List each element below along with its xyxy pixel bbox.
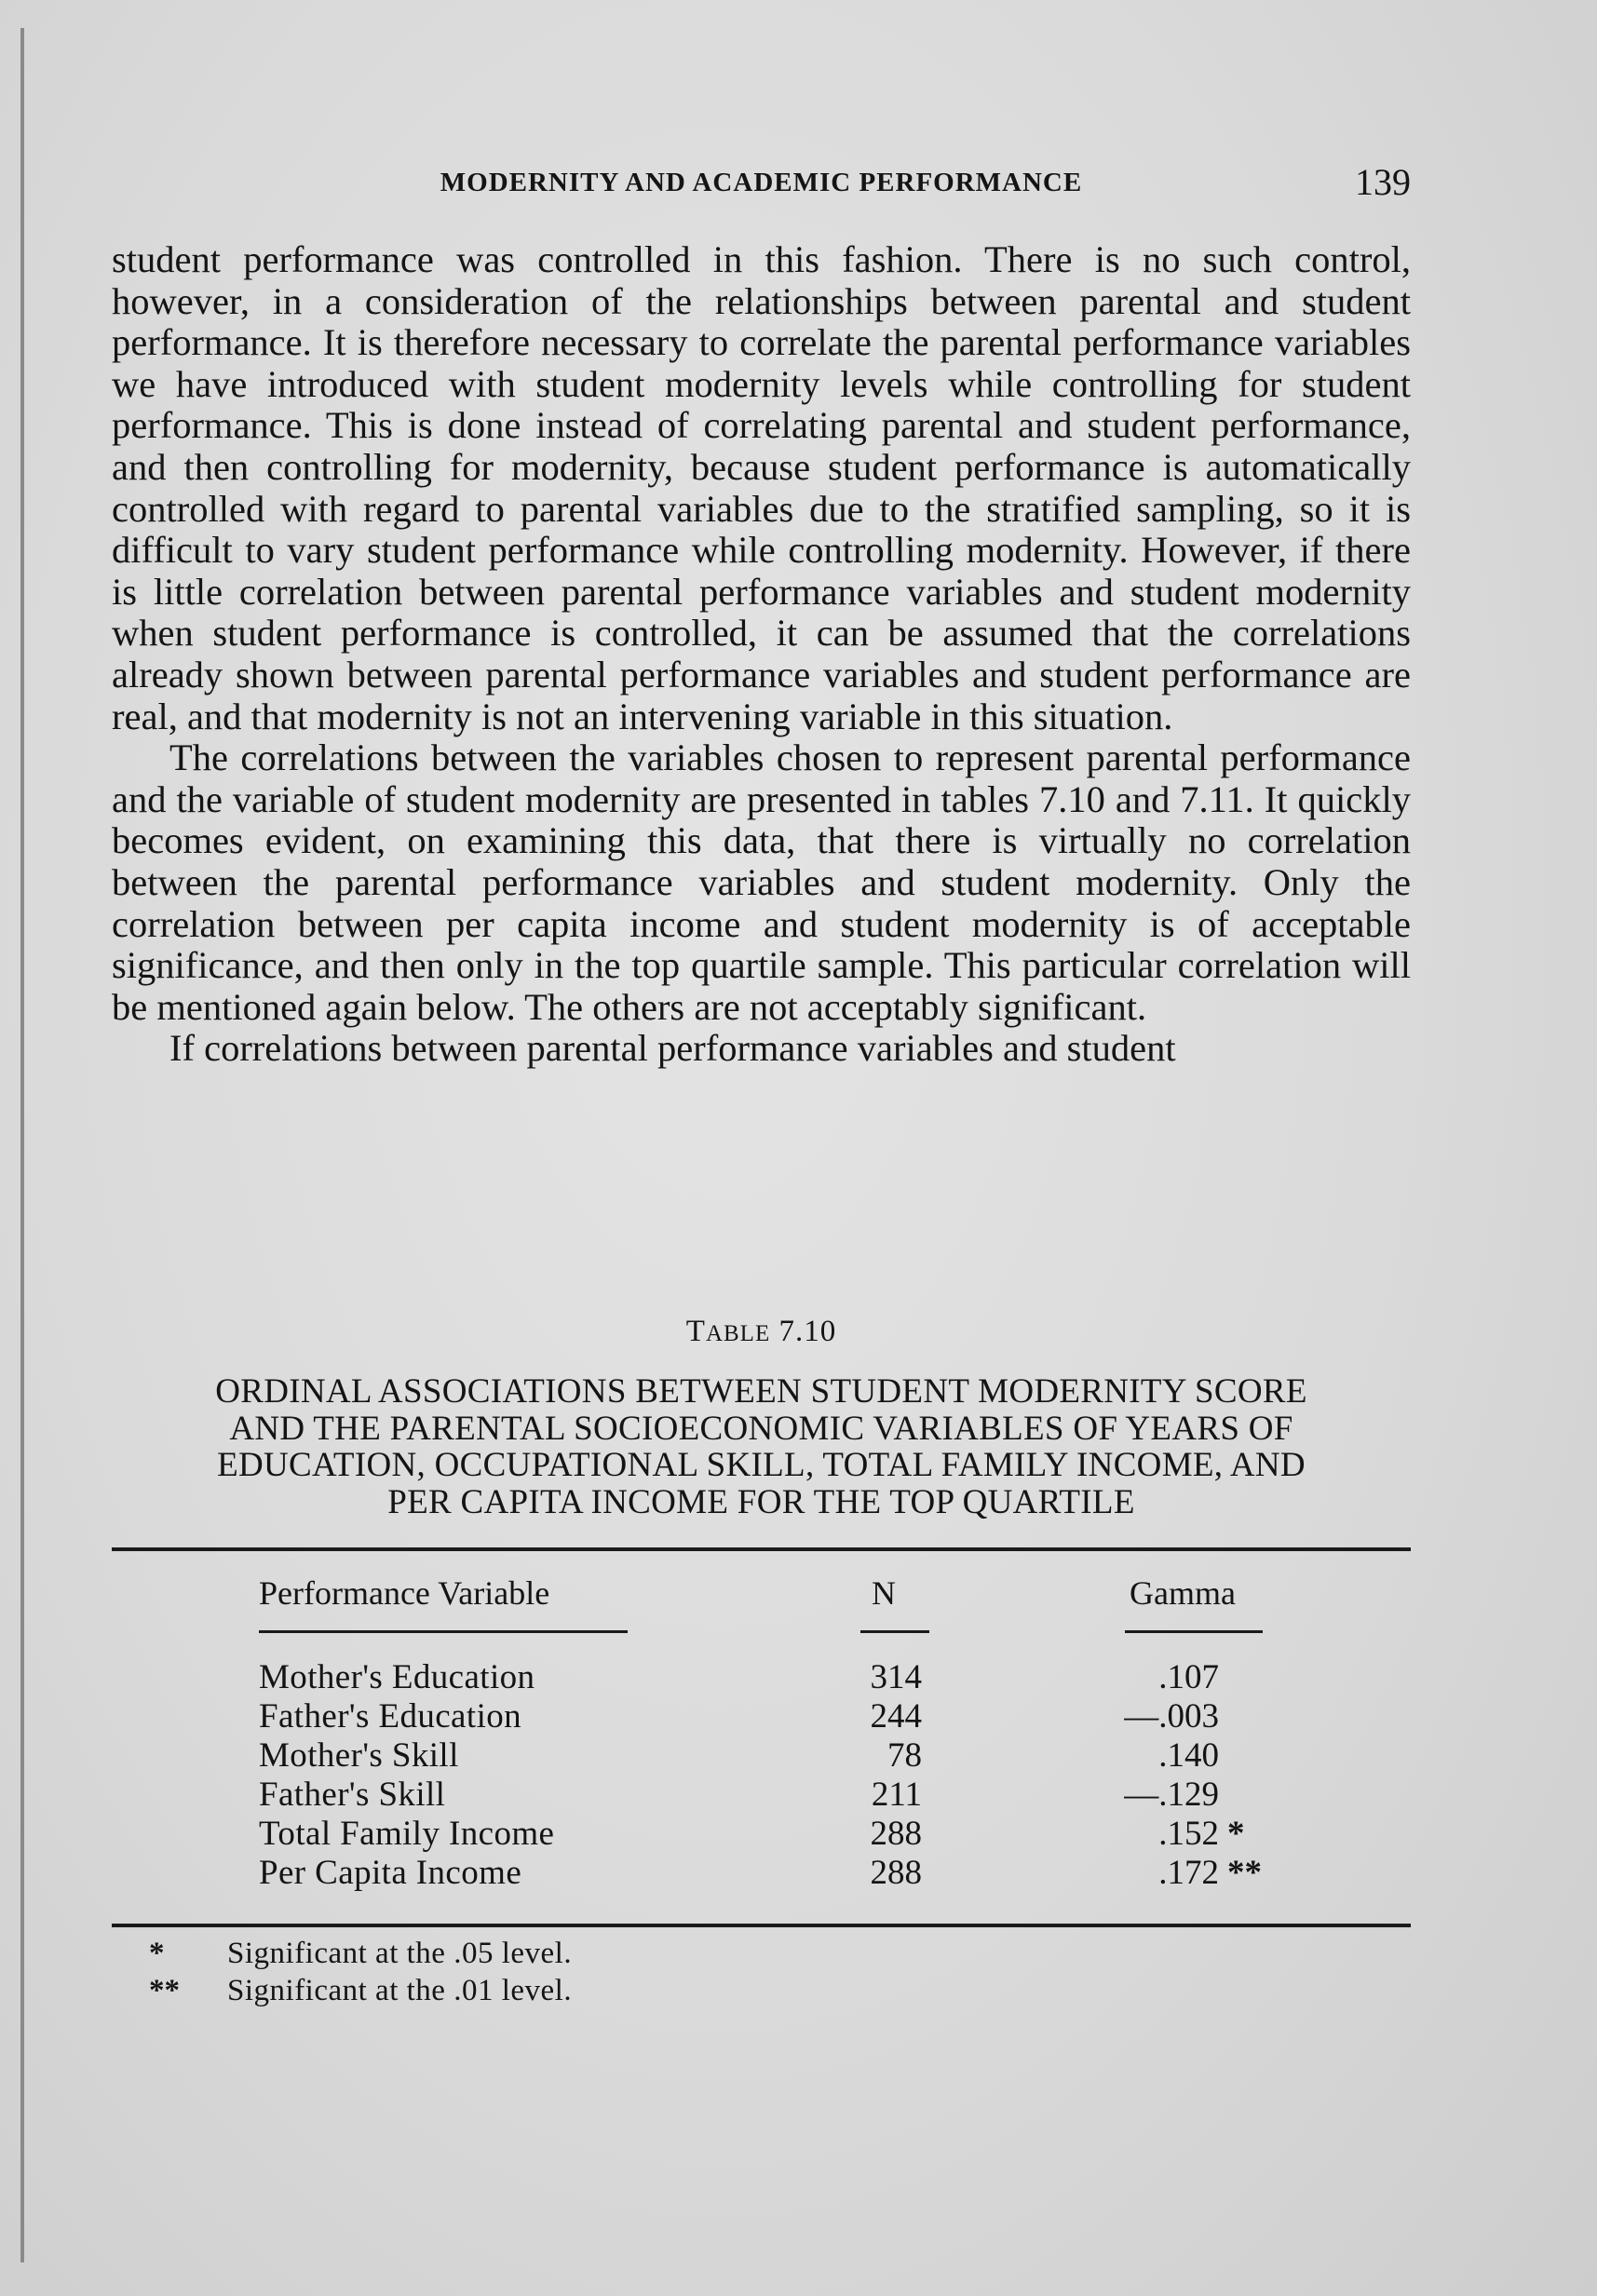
paragraph-3: If correlations between parental performance variables and student	[169, 1027, 1176, 1070]
row-n: 288	[870, 1815, 922, 1853]
header-underline	[1125, 1630, 1263, 1633]
table-caption-line: PER CAPITA INCOME FOR THE TOP QUARTILE	[387, 1482, 1135, 1521]
binding-edge	[20, 28, 24, 2262]
row-gamma: —.003	[1124, 1697, 1219, 1736]
row-gamma: —.129	[1124, 1776, 1219, 1814]
table-row	[0, 1814, 1597, 1853]
table-caption-line: EDUCATION, OCCUPATIONAL SKILL, TOTAL FAMILY INCOME, AND	[217, 1446, 1306, 1484]
header-n: N	[872, 1574, 896, 1612]
row-n: 78	[887, 1736, 922, 1775]
row-variable: Total Family Income	[259, 1815, 555, 1853]
header-underline	[860, 1630, 929, 1633]
row-significance-mark: *	[1227, 1815, 1245, 1853]
row-variable: Mother's Skill	[259, 1736, 459, 1775]
row-variable: Father's Skill	[259, 1776, 446, 1814]
table-top-rule	[112, 1547, 1411, 1551]
table-label-word: ABLE	[705, 1321, 771, 1346]
row-n: 211	[871, 1776, 922, 1814]
row-gamma: .140	[1158, 1736, 1219, 1775]
header-gamma: Gamma	[1130, 1574, 1236, 1612]
footnote-mark: *	[149, 1937, 165, 1970]
table-row	[0, 1696, 1597, 1736]
paragraph-1: student performance was controlled in this fashion. There is no such control, however, in a consideration of the relationships between parental and student performance. It is therefore necessary to correlate the parental performance variables we have introduced with student modernity levels while controlling for student performance. This is done instead of correlating parental and student performance, and then controlling for modernity, because student performance is automatically controlled with regard to parental variables due to the stratified sampling, so it is difficult to vary student performance while controlling modernity. However, if there is little correlation between parental performance variables and student modernity when student performance is controlled, it can be assumed that the correlations already shown between parental performance variables and student performance are real, and that modernity is not an intervening variable in this situation.	[112, 238, 1411, 737]
footnote-text: Significant at the .01 level.	[227, 1974, 573, 2007]
table-row	[0, 1775, 1597, 1814]
table-caption-line: AND THE PARENTAL SOCIOECONOMIC VARIABLES OF YEARS OF	[229, 1409, 1293, 1448]
row-n: 244	[870, 1697, 922, 1736]
row-variable: Father's Education	[259, 1697, 522, 1736]
footnote-mark: **	[149, 1974, 180, 2007]
row-gamma: .152	[1158, 1815, 1219, 1853]
footnote-text: Significant at the .05 level.	[227, 1937, 573, 1970]
table-caption-line: ORDINAL ASSOCIATIONS BETWEEN STUDENT MODERNITY SCORE	[215, 1372, 1307, 1411]
table-label	[112, 1315, 1411, 1349]
page-number: 139	[1355, 161, 1411, 203]
table-row	[0, 1657, 1597, 1696]
table-label-number: 7.10	[778, 1315, 837, 1348]
table-row	[0, 1853, 1597, 1892]
row-gamma: .107	[1158, 1658, 1219, 1696]
header-performance-variable: Performance Variable	[259, 1574, 550, 1612]
table-bottom-rule	[112, 1924, 1411, 1927]
row-variable: Mother's Education	[259, 1658, 535, 1696]
table-row	[0, 1736, 1597, 1775]
paragraph-2: The correlations between the variables chosen to represent parental performance and the variable of student modernity are presented in tables 7.10 and 7.11. It quickly becomes evident, on examining this data, that there is virtually no correlation between the parental performance variables and student modernity. Only the correlation between per capita income and student modernity is of acceptable significance, and then only in the top quartile sample. This particular correlation will be mentioned again below. The others are not acceptably significant.	[112, 736, 1411, 1028]
running-title: MODERNITY AND ACADEMIC PERFORMANCE	[440, 168, 1083, 197]
row-variable: Per Capita Income	[259, 1854, 522, 1892]
row-gamma: .172	[1158, 1854, 1219, 1892]
running-head	[112, 160, 1411, 207]
body-text	[112, 239, 1411, 1070]
row-significance-mark: **	[1227, 1854, 1262, 1892]
table-caption	[112, 1373, 1411, 1520]
row-n: 314	[870, 1658, 922, 1696]
header-underline	[259, 1630, 628, 1633]
row-n: 288	[870, 1854, 922, 1892]
table-label-initial: T	[685, 1315, 706, 1348]
